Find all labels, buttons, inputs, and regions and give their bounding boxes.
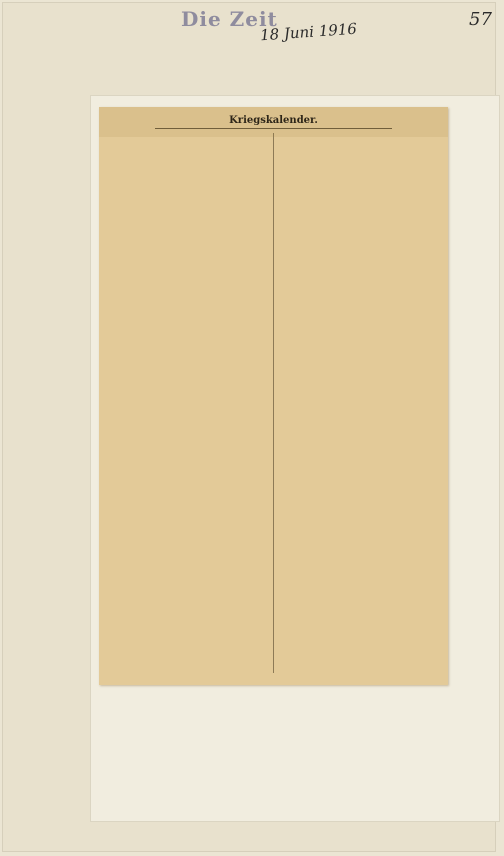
newspaper-clipping bbox=[99, 107, 448, 685]
clipping-columns bbox=[105, 133, 442, 673]
handwritten-date: 18 Juni 1916 bbox=[259, 19, 358, 45]
column-divider bbox=[273, 133, 274, 673]
masthead-stamp: Die Zeit bbox=[181, 7, 278, 31]
column-right bbox=[280, 133, 442, 673]
column-left bbox=[105, 133, 267, 673]
clipping-title: Kriegskalender. bbox=[155, 115, 392, 129]
archive-sheet bbox=[2, 2, 496, 852]
handwritten-number: 57 bbox=[469, 9, 492, 30]
